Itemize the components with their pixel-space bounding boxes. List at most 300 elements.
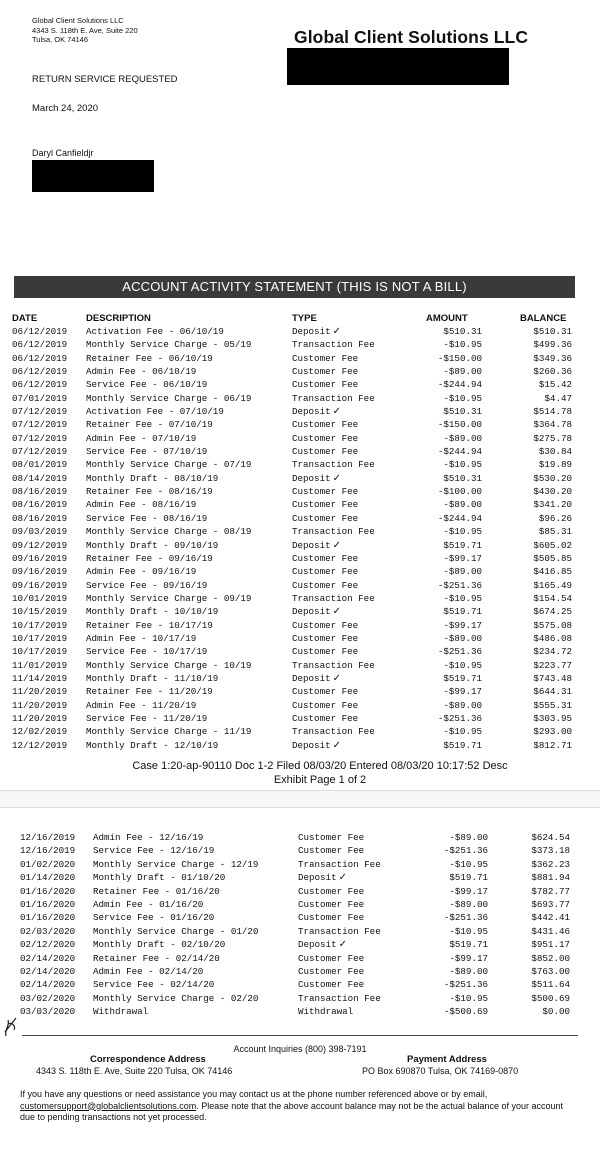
- table-row: [0, 418, 600, 431]
- checkmark-icon: ✓: [332, 739, 341, 751]
- cell-type: Customer Fee: [298, 912, 365, 924]
- checkmark-icon: ✓: [338, 872, 347, 884]
- cell-description: Monthly Service Charge - 10/19: [86, 659, 252, 671]
- cell-amount: -$89.00: [449, 832, 488, 843]
- cell-date: 06/12/2019: [12, 339, 68, 351]
- cell-date: 01/16/2020: [20, 912, 76, 924]
- cell-balance: $852.00: [531, 952, 570, 964]
- cell-type: Customer Fee: [292, 552, 359, 564]
- cell-type: Customer Fee: [292, 686, 359, 698]
- cell-date: 03/02/2020: [20, 992, 76, 1004]
- cell-type: Customer Fee: [292, 512, 359, 524]
- cell-type: Customer Fee: [292, 486, 359, 498]
- cell-amount: $519.71: [443, 606, 482, 618]
- cell-date: 07/12/2019: [12, 432, 68, 444]
- table-row: [0, 831, 600, 844]
- cell-type: Deposit ✓: [292, 472, 341, 484]
- table-row: [0, 685, 600, 698]
- cell-balance: $782.77: [531, 885, 570, 897]
- cell-description: Monthly Service Charge - 05/19: [86, 339, 252, 351]
- table-row: [0, 938, 600, 951]
- sender-name: Global Client Solutions LLC: [32, 16, 124, 25]
- cell-date: 11/01/2019: [12, 659, 68, 671]
- company-logo-text: Global Client Solutions LLC: [294, 27, 529, 47]
- cell-description: Retainer Fee - 09/16/19: [86, 552, 213, 564]
- cell-type: Customer Fee: [292, 432, 359, 444]
- cell-description: Service Fee - 02/14/20: [93, 979, 215, 991]
- cell-date: 10/01/2019: [12, 592, 68, 604]
- table-row: [0, 712, 600, 725]
- note-text-post: . Please note that the above account balance may not be the actual balance of your account due to pending transactions not yet processed.: [20, 1100, 563, 1122]
- cell-type: Customer Fee: [292, 566, 359, 578]
- support-email-link[interactable]: customersupport@globalclientsolutions.com: [20, 1100, 197, 1111]
- table-row: [0, 472, 600, 485]
- header-type: TYPE: [292, 313, 317, 324]
- cell-amount: -$10.95: [443, 526, 482, 538]
- cell-amount: -$244.94: [437, 446, 482, 458]
- cell-amount: -$150.00: [437, 419, 482, 431]
- redaction-block: [32, 160, 154, 192]
- cell-date: 11/14/2019: [12, 672, 68, 684]
- cell-description: Monthly Service Charge - 07/19: [86, 459, 252, 471]
- filing-line-2: Exhibit Page 1 of 2: [273, 774, 367, 786]
- cell-date: 02/14/2020: [20, 952, 76, 964]
- cell-date: 08/16/2019: [12, 499, 68, 511]
- cell-date: 07/12/2019: [12, 446, 68, 458]
- cell-description: Admin Fee - 02/14/20: [93, 965, 204, 977]
- cell-date: 03/03/2020: [20, 1006, 76, 1018]
- cell-amount: -$251.36: [437, 579, 482, 591]
- table-row: [0, 952, 600, 965]
- table-row: [0, 844, 600, 857]
- cell-description: Retainer Fee - 08/16/19: [86, 486, 213, 498]
- cell-description: Monthly Service Charge - 02/20: [93, 992, 259, 1004]
- cell-description: Monthly Draft - 11/10/19: [86, 672, 219, 684]
- cell-type: Withdrawal: [298, 1006, 354, 1018]
- cell-balance: $234.72: [533, 646, 572, 658]
- cell-date: 10/15/2019: [12, 606, 68, 618]
- cell-amount: -$150.00: [437, 352, 482, 364]
- cell-description: Admin Fee - 06/10/19: [86, 366, 197, 378]
- cell-date: 09/12/2019: [12, 539, 68, 551]
- header-balance: BALANCE: [520, 313, 567, 324]
- cell-description: Monthly Draft - 01/10/20: [93, 872, 226, 884]
- cell-description: Service Fee - 09/16/19: [86, 579, 208, 591]
- cell-amount: -$500.69: [443, 1006, 488, 1018]
- cell-date: 01/16/2020: [20, 885, 76, 897]
- cell-description: Monthly Service Charge - 09/19: [86, 592, 252, 604]
- table-row: [0, 485, 600, 498]
- table-row: [0, 659, 600, 672]
- cell-description: Monthly Draft - 12/10/19: [86, 739, 219, 751]
- cell-amount: -$10.95: [443, 392, 482, 404]
- cell-date: 10/17/2019: [12, 619, 68, 631]
- table-row: [0, 405, 600, 418]
- table-row: [0, 365, 600, 378]
- table-row: [0, 445, 600, 458]
- cell-balance: $624.54: [531, 832, 570, 843]
- cell-type: Customer Fee: [298, 979, 365, 991]
- cell-description: Admin Fee - 11/20/19: [86, 699, 197, 711]
- cell-description: Service Fee - 10/17/19: [86, 646, 208, 658]
- cell-date: 09/16/2019: [12, 552, 68, 564]
- cell-date: 11/20/2019: [12, 712, 68, 724]
- cell-balance: $499.36: [533, 339, 572, 351]
- cell-balance: $511.64: [531, 979, 570, 991]
- cell-amount: $519.71: [443, 539, 482, 551]
- cell-type: Customer Fee: [298, 832, 365, 843]
- cell-date: 07/01/2019: [12, 392, 68, 404]
- table-row: [0, 579, 600, 592]
- header-amount: AMOUNT: [426, 313, 468, 324]
- cell-balance: $260.36: [533, 366, 572, 378]
- cell-balance: $530.20: [533, 472, 572, 484]
- cell-balance: $303.95: [533, 712, 572, 724]
- sender-address-line1: 4343 S. 118th E. Ave, Suite 220: [32, 25, 138, 35]
- header-date: DATE: [12, 313, 38, 324]
- cell-description: Monthly Draft - 10/10/19: [86, 606, 219, 618]
- cell-date: 09/16/2019: [12, 566, 68, 578]
- cell-type: Customer Fee: [298, 898, 365, 910]
- divider: [22, 1035, 578, 1036]
- cell-description: Service Fee - 06/10/19: [86, 379, 208, 391]
- cell-description: Service Fee - 07/10/19: [86, 446, 208, 458]
- cell-amount: -$99.17: [443, 619, 482, 631]
- cell-balance: $341.20: [533, 499, 572, 511]
- cell-amount: -$100.00: [437, 486, 482, 498]
- cell-balance: $362.23: [531, 858, 570, 870]
- cell-amount: -$251.36: [443, 845, 488, 857]
- cell-balance: $85.31: [538, 526, 572, 538]
- table-row: [0, 498, 600, 511]
- table-row: [0, 858, 600, 871]
- cell-date: 12/16/2019: [20, 832, 76, 843]
- cell-amount: -$99.17: [449, 885, 488, 897]
- cell-amount: -$244.94: [437, 512, 482, 524]
- statement-banner: ACCOUNT ACTIVITY STATEMENT (THIS IS NOT A BILL): [14, 276, 575, 298]
- cell-description: Monthly Service Charge - 06/19: [86, 392, 252, 404]
- cell-balance: $442.41: [531, 912, 570, 924]
- cell-type: Customer Fee: [298, 952, 365, 964]
- cell-date: 07/12/2019: [12, 419, 68, 431]
- cell-date: 08/01/2019: [12, 459, 68, 471]
- cell-date: 12/16/2019: [20, 845, 76, 857]
- cell-description: Monthly Service Charge - 08/19: [86, 526, 252, 538]
- cell-type: Deposit ✓: [292, 539, 341, 551]
- sender-address: [32, 16, 138, 45]
- cell-date: 12/12/2019: [12, 739, 68, 751]
- cell-date: 06/12/2019: [12, 366, 68, 378]
- table-row: [0, 592, 600, 605]
- cell-type: Transaction Fee: [292, 592, 375, 604]
- cell-date: 08/16/2019: [12, 486, 68, 498]
- cell-description: Retainer Fee - 11/20/19: [86, 686, 213, 698]
- table-row: [0, 325, 600, 338]
- cell-balance: $605.02: [533, 539, 572, 551]
- page-break: [0, 790, 600, 808]
- cell-date: 02/14/2020: [20, 979, 76, 991]
- cell-date: 10/17/2019: [12, 632, 68, 644]
- cell-date: 06/12/2019: [12, 326, 68, 337]
- cell-balance: $430.20: [533, 486, 572, 498]
- cell-description: Monthly Draft - 09/10/19: [86, 539, 219, 551]
- cell-description: Admin Fee - 12/16/19: [93, 832, 204, 843]
- cell-balance: $763.00: [531, 965, 570, 977]
- cell-description: Monthly Service Charge - 01/20: [93, 925, 259, 937]
- table-row: [0, 632, 600, 645]
- table-row: [0, 898, 600, 911]
- cell-amount: -$89.00: [443, 499, 482, 511]
- cell-amount: -$89.00: [443, 699, 482, 711]
- cell-date: 02/12/2020: [20, 939, 76, 951]
- cell-type: Customer Fee: [292, 699, 359, 711]
- table-row: [0, 925, 600, 938]
- cell-balance: $223.77: [533, 659, 572, 671]
- table-row: [0, 645, 600, 658]
- activity-table-page2: [0, 831, 600, 1018]
- cell-amount: -$251.36: [443, 912, 488, 924]
- checkmark-icon: ✓: [332, 539, 341, 551]
- cell-date: 08/16/2019: [12, 512, 68, 524]
- cell-date: 06/12/2019: [12, 352, 68, 364]
- cell-type: Customer Fee: [298, 885, 365, 897]
- cell-date: 11/20/2019: [12, 699, 68, 711]
- cell-description: Service Fee - 12/16/19: [93, 845, 215, 857]
- cell-balance: $373.18: [531, 845, 570, 857]
- cell-type: Customer Fee: [292, 632, 359, 644]
- table-row: [0, 739, 600, 752]
- cell-balance: $431.46: [531, 925, 570, 937]
- table-row: [0, 512, 600, 525]
- payment-title: Payment Address: [407, 1054, 487, 1065]
- cell-amount: -$10.95: [449, 925, 488, 937]
- table-row: [0, 885, 600, 898]
- cell-balance: $15.42: [538, 379, 572, 391]
- cell-amount: $519.71: [449, 939, 488, 951]
- cell-description: Admin Fee - 10/17/19: [86, 632, 197, 644]
- cell-description: Monthly Service Charge - 12/19: [93, 858, 259, 870]
- cell-type: Transaction Fee: [292, 526, 375, 538]
- checkmark-icon: ✓: [332, 326, 341, 337]
- activity-table-page1: [0, 325, 600, 752]
- cell-amount: -$89.00: [443, 366, 482, 378]
- cell-balance: $293.00: [533, 726, 572, 738]
- sender-address-line2: Tulsa, OK 74146: [32, 35, 89, 44]
- cell-balance: $19.89: [538, 459, 572, 471]
- cell-amount: $519.71: [443, 672, 482, 684]
- cell-type: Deposit ✓: [292, 606, 341, 618]
- cell-balance: $881.94: [531, 872, 570, 884]
- cell-type: Customer Fee: [298, 845, 365, 857]
- table-row: [0, 619, 600, 632]
- cell-balance: $555.31: [533, 699, 572, 711]
- cell-amount: -$89.00: [443, 632, 482, 644]
- cell-balance: $812.71: [533, 739, 572, 751]
- cell-description: Monthly Draft - 08/10/19: [86, 472, 219, 484]
- cell-date: 01/14/2020: [20, 872, 76, 884]
- cell-amount: -$89.00: [449, 965, 488, 977]
- redaction-block: [287, 48, 509, 85]
- header-description: DESCRIPTION: [86, 313, 151, 324]
- cell-balance: $951.17: [531, 939, 570, 951]
- cell-amount: -$251.36: [437, 646, 482, 658]
- cell-balance: $644.31: [533, 686, 572, 698]
- note-text-pre: If you have any questions or need assistance you may contact us at the phone number referenced above or by email,: [20, 1089, 488, 1099]
- cell-type: Transaction Fee: [292, 392, 375, 404]
- cell-description: Admin Fee - 08/16/19: [86, 499, 197, 511]
- cell-date: 09/16/2019: [12, 579, 68, 591]
- cell-description: Admin Fee - 01/16/20: [93, 898, 204, 910]
- table-row: [0, 565, 600, 578]
- cell-description: Admin Fee - 09/16/19: [86, 566, 197, 578]
- correspondence-title: Correspondence Address: [90, 1054, 206, 1065]
- cell-amount: -$10.95: [449, 858, 488, 870]
- cell-type: Customer Fee: [292, 366, 359, 378]
- cell-amount: -$244.94: [437, 379, 482, 391]
- cell-description: Activation Fee - 06/10/19: [86, 326, 224, 337]
- cell-description: Service Fee - 01/16/20: [93, 912, 215, 924]
- cell-amount: -$10.95: [443, 459, 482, 471]
- cell-date: 07/12/2019: [12, 406, 68, 418]
- correspondence-address: 4343 S. 118th E. Ave, Suite 220 Tulsa, OK 74146: [36, 1066, 233, 1076]
- table-row: [0, 965, 600, 978]
- recipient-name: Daryl Canfieldjr: [32, 148, 94, 158]
- cell-amount: -$99.17: [443, 686, 482, 698]
- cell-type: Transaction Fee: [292, 659, 375, 671]
- table-row: [0, 672, 600, 685]
- cell-amount: $519.71: [443, 739, 482, 751]
- cell-type: Customer Fee: [292, 499, 359, 511]
- checkmark-icon: ✓: [332, 406, 341, 418]
- cell-description: Withdrawal: [93, 1006, 149, 1018]
- cell-type: Customer Fee: [292, 619, 359, 631]
- table-row: [0, 432, 600, 445]
- cell-amount: -$89.00: [449, 898, 488, 910]
- cell-date: 06/12/2019: [12, 379, 68, 391]
- account-inquiries: Account Inquiries (800) 398-7191: [233, 1044, 367, 1054]
- cell-balance: $275.78: [533, 432, 572, 444]
- table-row: [0, 992, 600, 1005]
- table-row: [0, 392, 600, 405]
- cell-description: Service Fee - 08/16/19: [86, 512, 208, 524]
- cell-balance: $349.36: [533, 352, 572, 364]
- cell-type: Customer Fee: [292, 419, 359, 431]
- cell-description: Retainer Fee - 01/16/20: [93, 885, 220, 897]
- cell-type: Transaction Fee: [292, 726, 375, 738]
- cell-date: 11/20/2019: [12, 686, 68, 698]
- cell-description: Retainer Fee - 06/10/19: [86, 352, 213, 364]
- checkmark-icon: ✓: [332, 672, 341, 684]
- cell-description: Retainer Fee - 02/14/20: [93, 952, 220, 964]
- cell-balance: $674.25: [533, 606, 572, 618]
- cell-balance: $154.54: [533, 592, 572, 604]
- table-row: [0, 605, 600, 618]
- cell-description: Retainer Fee - 07/10/19: [86, 419, 213, 431]
- cell-type: Customer Fee: [292, 712, 359, 724]
- cell-type: Deposit ✓: [292, 406, 341, 418]
- cell-type: Customer Fee: [292, 579, 359, 591]
- cell-balance: $575.08: [533, 619, 572, 631]
- cell-amount: -$99.17: [449, 952, 488, 964]
- table-row: [0, 699, 600, 712]
- cell-balance: $0.00: [542, 1006, 570, 1018]
- cell-type: Customer Fee: [298, 965, 365, 977]
- cell-type: Deposit ✓: [292, 326, 341, 337]
- letter-date: March 24, 2020: [32, 103, 99, 114]
- cell-balance: $500.69: [531, 992, 570, 1004]
- table-row: [0, 525, 600, 538]
- cell-balance: $505.85: [533, 552, 572, 564]
- cell-balance: $486.08: [533, 632, 572, 644]
- table-row: [0, 352, 600, 365]
- table-row: [0, 552, 600, 565]
- cell-type: Deposit ✓: [292, 672, 341, 684]
- cell-balance: $743.48: [533, 672, 572, 684]
- cell-type: Deposit ✓: [298, 939, 347, 951]
- cell-type: Transaction Fee: [292, 339, 375, 351]
- checkmark-icon: ✓: [332, 472, 341, 484]
- cell-type: Deposit ✓: [292, 739, 341, 751]
- cell-date: 12/02/2019: [12, 726, 68, 738]
- cell-amount: -$10.95: [449, 992, 488, 1004]
- cell-amount: -$10.95: [443, 726, 482, 738]
- table-row: [0, 978, 600, 991]
- cell-date: 10/17/2019: [12, 646, 68, 658]
- checkmark-icon: ✓: [338, 939, 347, 951]
- cell-type: Transaction Fee: [298, 925, 381, 937]
- court-filing-stamp: [60, 759, 580, 787]
- cell-description: Activation Fee - 07/10/19: [86, 406, 224, 418]
- cell-description: Monthly Service Charge - 11/19: [86, 726, 252, 738]
- cell-balance: $693.77: [531, 898, 570, 910]
- cell-type: Customer Fee: [292, 379, 359, 391]
- table-row: [0, 911, 600, 924]
- cell-balance: $165.49: [533, 579, 572, 591]
- table-row: [0, 539, 600, 552]
- cell-amount: $510.31: [443, 406, 482, 418]
- table-row: [0, 458, 600, 471]
- cell-type: Customer Fee: [292, 446, 359, 458]
- cell-description: Retainer Fee - 10/17/19: [86, 619, 213, 631]
- return-service-notice: RETURN SERVICE REQUESTED: [32, 74, 178, 85]
- cell-amount: -$251.36: [443, 979, 488, 991]
- checkmark-icon: ✓: [332, 606, 341, 618]
- filing-line: Case 1:20-ap-90110 Doc 1-2 Filed 08/03/20 Entered 08/03/20 10:17:52 Desc: [132, 760, 508, 772]
- cell-amount: $510.31: [443, 472, 482, 484]
- cell-amount: $510.31: [443, 326, 482, 337]
- cell-date: 08/14/2019: [12, 472, 68, 484]
- cell-amount: -$251.36: [437, 712, 482, 724]
- table-row: [0, 378, 600, 391]
- assistance-note: [20, 1089, 580, 1124]
- table-row: [0, 871, 600, 884]
- cell-amount: -$89.00: [443, 432, 482, 444]
- cell-type: Customer Fee: [292, 352, 359, 364]
- cell-description: Monthly Draft - 02/10/20: [93, 939, 226, 951]
- cell-description: Admin Fee - 07/10/19: [86, 432, 197, 444]
- cell-balance: $30.84: [538, 446, 572, 458]
- cell-description: Service Fee - 11/20/19: [86, 712, 208, 724]
- table-row: [0, 338, 600, 351]
- cell-amount: $519.71: [449, 872, 488, 884]
- cell-amount: -$99.17: [443, 552, 482, 564]
- cell-amount: -$10.95: [443, 659, 482, 671]
- cell-date: 09/03/2019: [12, 526, 68, 538]
- cell-balance: $96.26: [538, 512, 572, 524]
- cell-date: 02/03/2020: [20, 925, 76, 937]
- cell-balance: $510.31: [533, 326, 572, 337]
- table-row: [0, 725, 600, 738]
